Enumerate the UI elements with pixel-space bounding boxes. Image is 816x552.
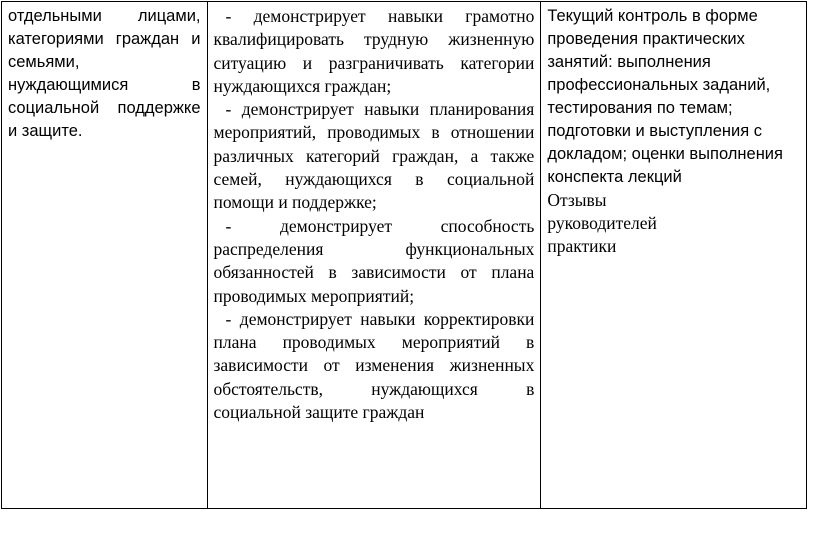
assessment-table (1, 1, 807, 509)
indicator-item: - демонстрирует навыки грамотно квалифицировать трудную жизненную ситуацию и разграничивать категории нуждающихся граждан; (213, 6, 535, 96)
competence-cell (2, 2, 208, 509)
indicator-item: - демонстрирует навыки корректировки плана проводимых мероприятий в зависимости от изменения жизненных обстоятельств, нуждающихся в социальной защите граждан (213, 308, 535, 423)
assessment-methods-cell (541, 2, 807, 509)
indicators-cell (207, 2, 541, 509)
competence-text: отдельными лицами, категориями граждан и семьями, нуждающимися в социальной поддержке и защите. (8, 7, 201, 140)
table-row (2, 2, 807, 509)
indicator-item: - демонстрирует способность распределения функциональных обязанностей в зависимости от плана проводимых мероприятий; (213, 215, 535, 306)
practice-reviews-line: Отзывы (547, 190, 607, 210)
practice-reviews (547, 189, 800, 258)
practice-reviews-line: руководителей (547, 213, 657, 233)
practice-reviews-line: практики (547, 236, 617, 256)
indicator-item: - демонстрирует навыки планирования мероприятий, проводимых в отношении различных категорий граждан, а также семей, нуждающихся в социальной помощи и поддержке; (213, 99, 535, 213)
assessment-methods-text: Текущий контроль в форме проведения практических занятий: выполнения профессиональных заданий, тестирования по темам; подготовки и выступления с докладом; оценки выполнения конспекта лекций (547, 7, 783, 186)
